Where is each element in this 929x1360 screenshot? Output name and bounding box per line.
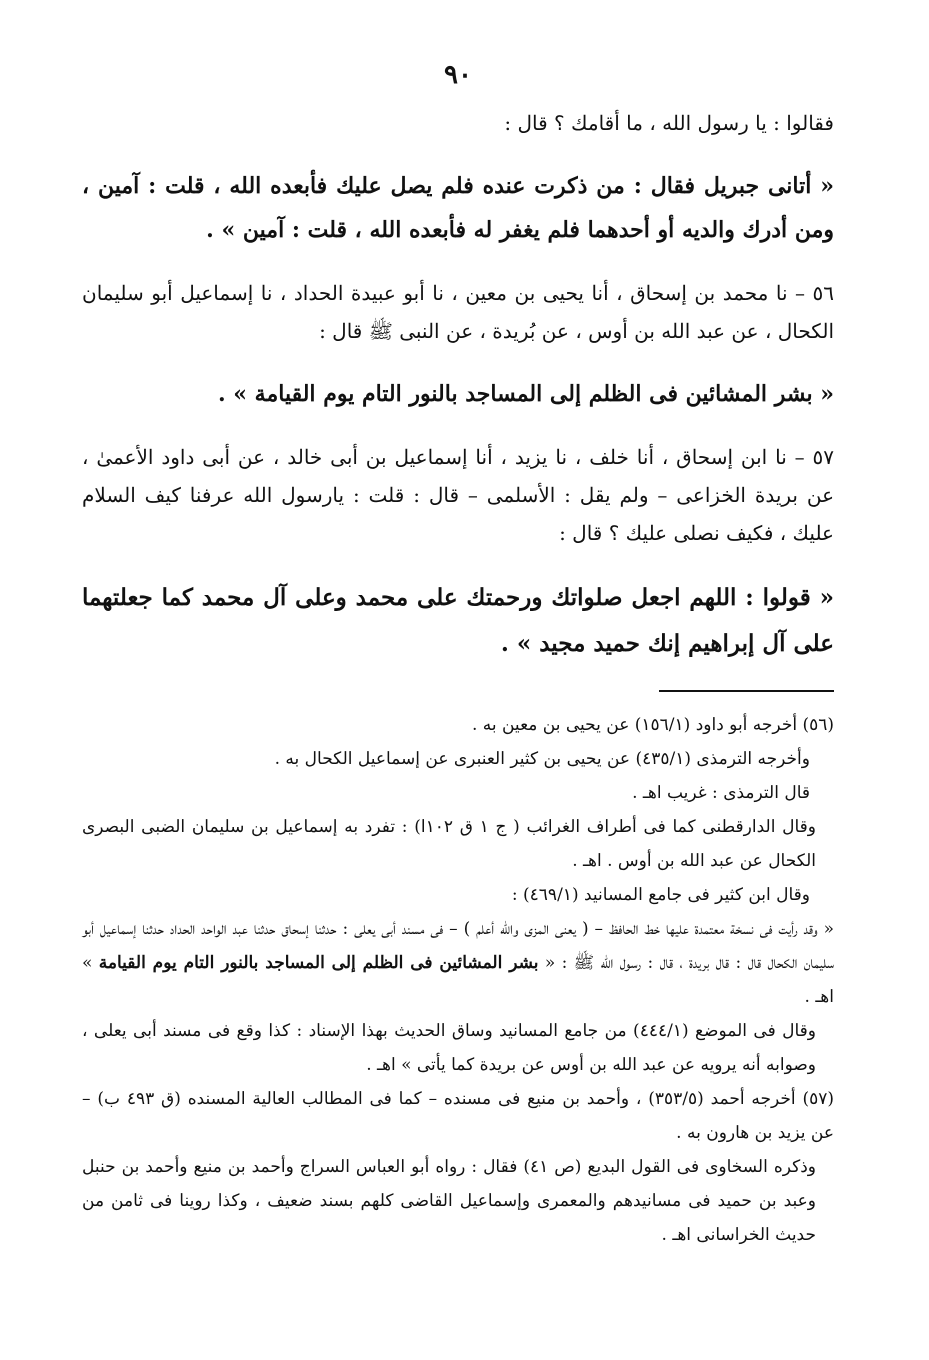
footnote-56-6-hadith: بشر المشائين فى الظلم إلى المساجد بالنور التام يوم القيامة [98, 953, 539, 973]
hadith-text-3: « قولوا : اللهم اجعل صلواتك ورحمتك على محمد وعلى آل محمد كما جعلتهما على آل إبراهيم إنك حميد مجيد » . [82, 584, 834, 657]
footnote-56-6-text: « وقد رأيت فى نسخة معتمدة عليها خط الحافظ – ( يعنى المزى والله أعلم ) – فى مسند أبى يعلى : حدثنا إسحاق حدثنا عبد الواحد الحداد حدثنا إسماعيل أبو سليمان الكحال قال : قال بريدة ، قال : رسول الله ﷺ : « [82, 919, 834, 973]
narration-57: ٥٧ – نا ابن إسحاق ، أنا خلف ، نا يزيد ، أنا إسماعيل بن أبى خالد ، عن أبى داود الأعمىٰ ، عن بريدة الخزاعى – ولم يقل : الأسلمى – قال : قلت : يارسول الله عرفنا كيف السلام عليك ، فكيف نصلى عليك ؟ قال : [82, 445, 834, 545]
footnote-56-3: قال الترمذى : غريب اهـ . [632, 783, 810, 803]
hadith-text-2: « بشر المشائين فى الظلم إلى المساجد بالنور التام يوم القيامة » . [217, 381, 834, 407]
footnote-56-1: (٥٦) أخرجه أبو داود (١٥٦/١) عن يحيى بن معين به . [471, 715, 834, 735]
intro-line: فقالوا : يا رسول الله ، ما أقامك ؟ قال : [504, 111, 834, 135]
footnote-divider [659, 690, 834, 692]
footnote-56-5: وقال ابن كثير فى جامع المسانيد (٤٦٩/١) : [511, 885, 810, 905]
footnote-56-6-end: » اهـ . [82, 953, 834, 1007]
footnote-56-7: وقال فى الموضع (٤٤٤/١) من جامع المسانيد وساق الحديث بهذا الإسناد : كذا وقع فى مسند أبى يعلى ، وصوابه أنه يرويه عن عبد الله بن أوس عن بريدة كما يأتى » اهـ . [82, 1021, 816, 1075]
narration-56: ٥٦ – نا محمد بن إسحاق ، أنا يحيى بن معين ، نا أبو عبيدة الحداد ، نا إسماعيل أبو سليمان الكحال ، عن عبد الله بن أوس ، عن بُريدة ، عن النبى ﷺ قال : [82, 281, 834, 343]
footnote-56-2: وأخرجه الترمذى (٤٣٥/١) عن يحيى بن كثير العنبرى عن إسماعيل الكحال به . [274, 749, 810, 769]
footnote-56-6 [82, 912, 834, 1014]
hadith-text-1: « أتانى جبريل فقال : من ذكرت عنده فلم يصل عليك فأبعده الله ، قلت : آمين ، ومن أدرك والديه أو أحدهما فلم يغفر له فأبعده الله ، قلت : آمين » . [82, 173, 834, 243]
page-number: ٩٠ [444, 60, 472, 90]
footnote-57-2: وذكره السخاوى فى القول البديع (ص ٤١) فقال : رواه أبو العباس السراج وأحمد بن منيع وأحمد بن حنبل وعبد بن حميد فى مسانيدهم والمعمرى وإسماعيل القاضى كلهم بسند ضعيف ، وكذا روينا فى ثامن من حديث الخراسانى اهـ . [82, 1157, 816, 1245]
document-page [82, 60, 834, 1252]
footnote-57-1: (٥٧) أخرجه أحمد (٣٥٣/٥) ، وأحمد بن منيع فى مسنده – كما فى المطالب العالية المسنده (ق ٤٩٣ ب) – عن يزيد بن هارون به . [82, 1089, 835, 1143]
footnote-56-4: وقال الدارقطنى كما فى أطراف الغرائب ( ج ١ ق ١٠٢ا) : تفرد به إسماعيل بن سليمان الضبى البصرى الكحال عن عبد الله بن أوس . اهـ . [82, 817, 817, 871]
